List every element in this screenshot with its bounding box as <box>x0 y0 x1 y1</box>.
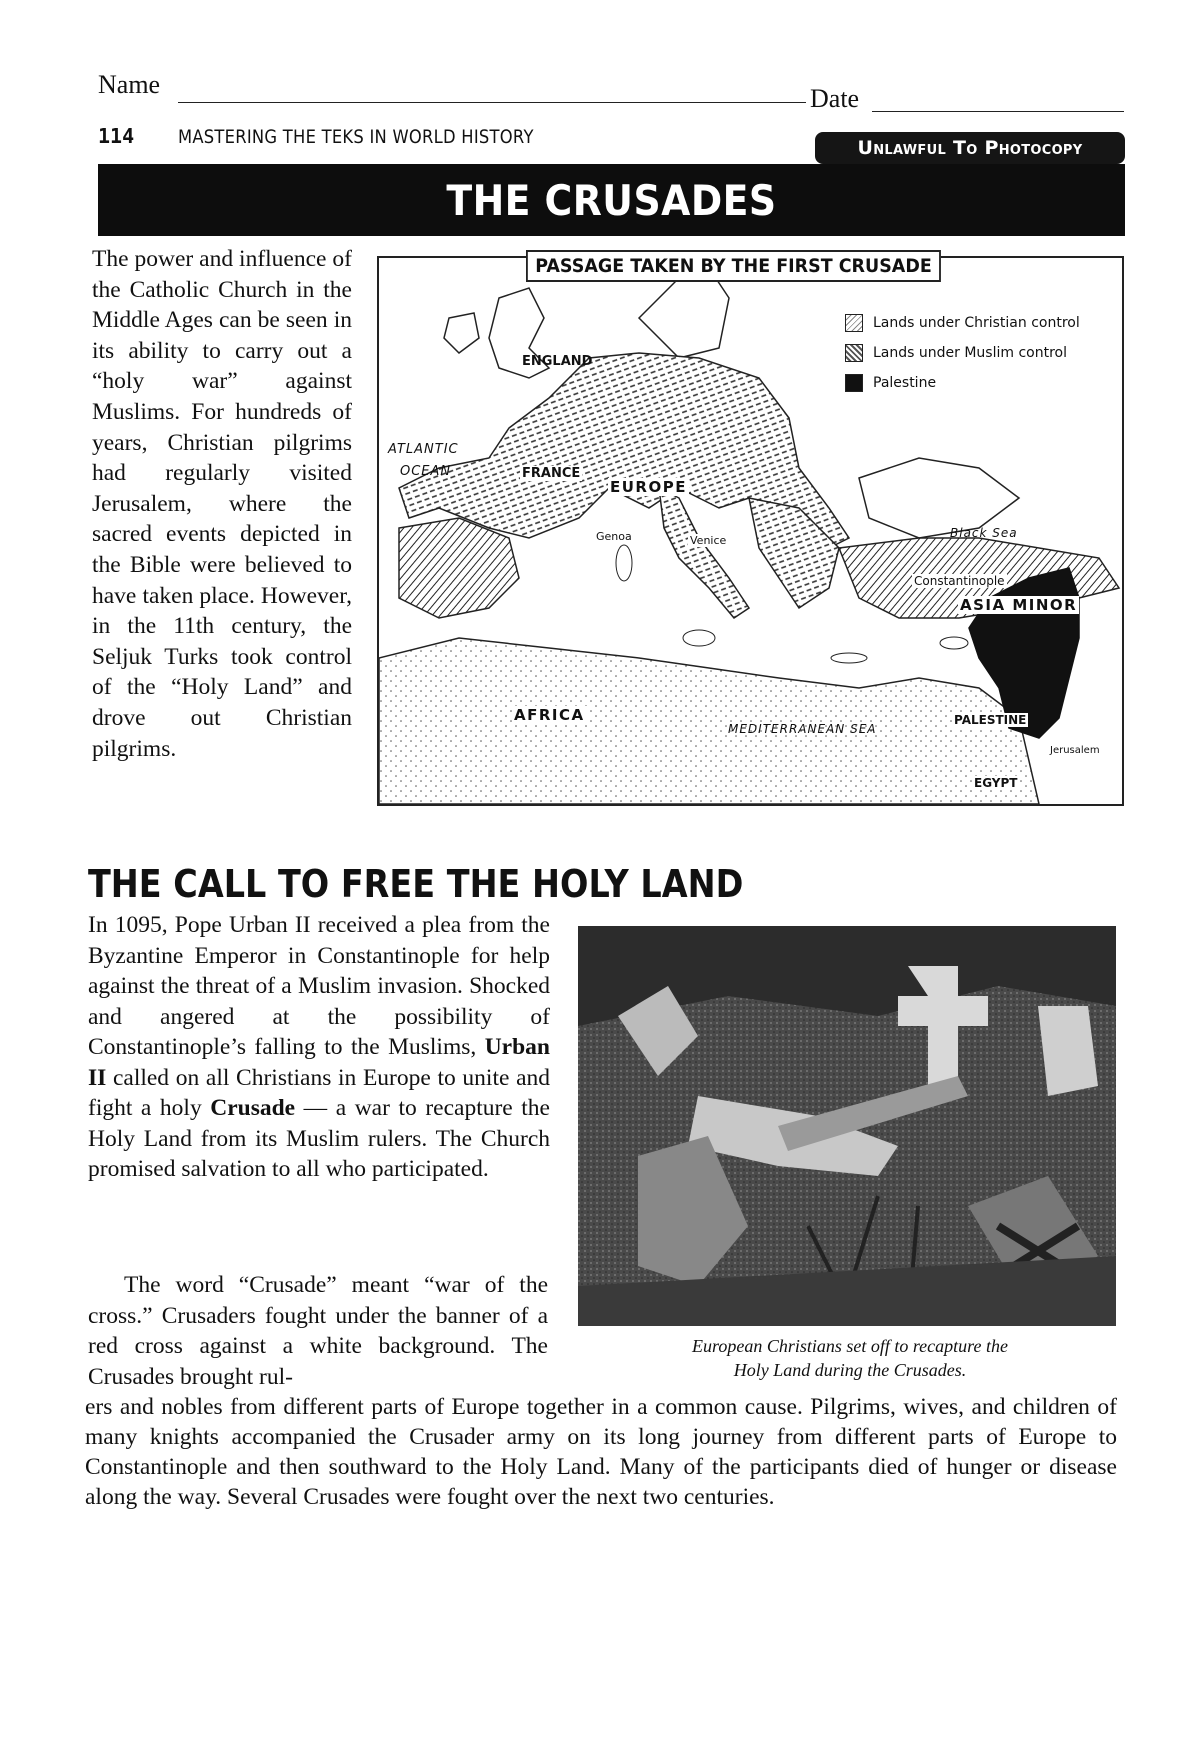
map-legend <box>845 314 1080 404</box>
map-label-venice: Venice <box>690 534 727 547</box>
caption-line-1: European Christians set off to recapture the <box>692 1336 1008 1356</box>
intro-paragraph: The power and influence of the Catholic Church in the Middle Ages can be seen in its ability to carry out a “holy war” against Muslims. For hundreds of years, Christian pilgrims had regularly visited Jerusalem, where the sacred events depicted in the Bible were believed to have taken place. However, in the 11th century, the Seljuk Turks took control of the “Holy Land” and drove out Christian pilgrims. <box>92 246 352 762</box>
name-field-line <box>178 102 806 103</box>
africa-area <box>379 638 1039 804</box>
legend-label: Palestine <box>873 375 937 391</box>
map-label-ocean: OCEAN <box>400 464 452 479</box>
map-label-england: ENGLAND <box>522 354 593 369</box>
map-label-asia-minor: ASIA MINOR <box>960 596 1078 614</box>
page-number: 114 <box>98 124 135 148</box>
map-label-palestine: PALESTINE <box>954 713 1027 727</box>
section-heading: THE CALL TO FREE THE HOLY LAND <box>88 862 744 906</box>
map-label-egypt: EGYPT <box>974 776 1018 790</box>
map-label-france: FRANCE <box>522 466 581 481</box>
term-crusade: Crusade <box>210 1095 296 1121</box>
para1-text-e: — a war to recapture the Holy Land from its Muslim rulers. The Church promised salvation to all who participated. <box>88 1095 550 1182</box>
map-label-atlantic: ATLANTIC <box>388 442 459 457</box>
crete-island <box>831 653 867 663</box>
sicily-island <box>683 630 715 646</box>
para1-text-a: In 1095, Pope Urban II received a plea from the Byzantine Emperor in Constantinople for help against the threat of a Muslim invasion. Shocked and angered at the possibility of Constantinople’s falling to the Muslims, <box>88 912 550 1060</box>
map-label-europe: EUROPE <box>610 478 687 496</box>
map-title: PASSAGE TAKEN BY THE FIRST CRUSADE <box>526 250 941 282</box>
ireland-landmass <box>444 313 479 353</box>
page-title-bar <box>98 164 1125 236</box>
caption-line-2: Holy Land during the Crusades. <box>733 1360 967 1380</box>
photo-caption <box>600 1334 1100 1382</box>
crusaders-photo <box>578 926 1116 1326</box>
section-paragraph-1 <box>88 910 550 1185</box>
map-label-constantinople: Constantinople <box>914 574 1005 588</box>
crusaders-illustration <box>578 926 1116 1326</box>
date-field-line <box>872 111 1124 112</box>
book-title: MASTERING THE TEKS IN WORLD HISTORY <box>178 126 534 148</box>
section-paragraph-3: ers and nobles from different parts of Europe together in a common cause. Pilgrims, wives, and children of many knights accompanied the Crusader army on its long journey from different parts of Europe to Constantinople and then southward to the Holy Land. Many of the participants died of hunger or disease along the way. Several Crusades were fought over the next two centuries. <box>85 1394 1117 1510</box>
date-label: Date <box>810 84 860 113</box>
cyprus-island <box>940 637 968 649</box>
muslim-swatch-icon <box>845 344 863 362</box>
para1-text-c: called on all Christians in Europe to unite and fight a holy <box>88 1064 550 1121</box>
italy-landmass <box>659 488 749 618</box>
photocopy-badge: Unlawful To Photocopy <box>815 132 1125 164</box>
page-title: THE CRUSADES <box>446 175 777 225</box>
legend-label: Lands under Christian control <box>873 315 1080 331</box>
legend-item <box>845 374 1080 392</box>
map-label-jerusalem: Jerusalem <box>1050 745 1100 756</box>
name-label: Name <box>98 70 161 99</box>
legend-label: Lands under Muslim control <box>873 345 1067 361</box>
map-label-mediterranean: MEDITERRANEAN SEA <box>728 722 877 736</box>
section-paragraph-2: The word “Crusade” meant “war of the cross.” Crusaders fought under the banner of a red cross against a white background. The Crusades brought rul- <box>88 1272 548 1390</box>
christian-swatch-icon <box>845 314 863 332</box>
term-urban-ii: Urban II <box>88 1034 550 1091</box>
map-label-black-sea: Black Sea <box>950 526 1018 540</box>
map-label-africa: AFRICA <box>514 706 585 724</box>
palestine-swatch-icon <box>845 374 863 392</box>
iberia-area <box>399 518 519 618</box>
legend-item <box>845 344 1080 362</box>
map-label-genoa: Genoa <box>596 530 632 543</box>
legend-item <box>845 314 1080 332</box>
corsica-island <box>616 545 632 581</box>
